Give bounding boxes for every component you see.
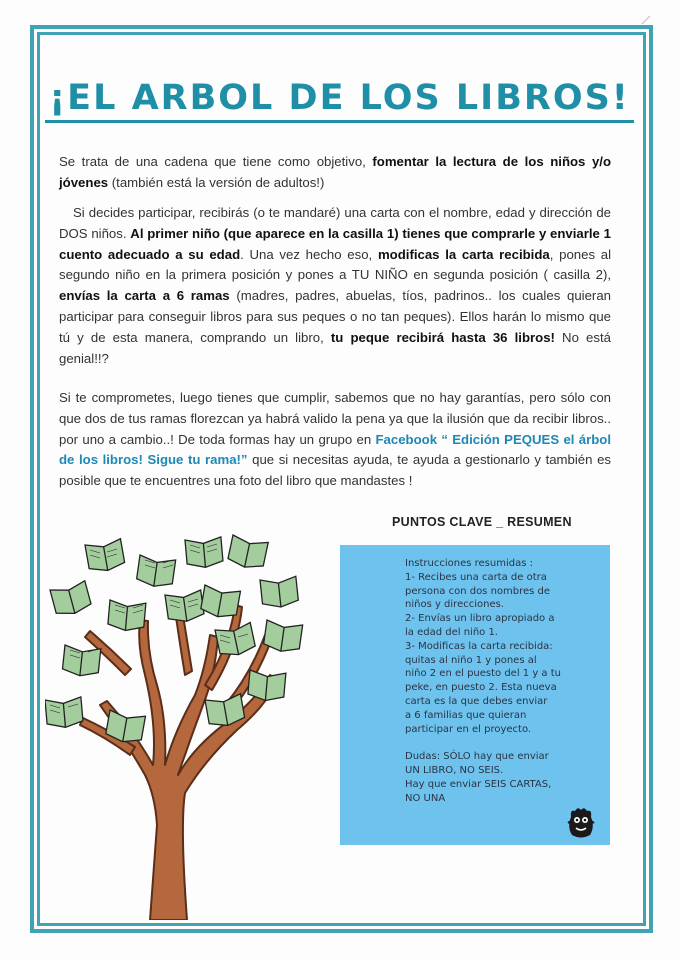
facebook-group-reference: Facebook “ Edición PEQUES el árbol de los libros! Sigue tu rama!” — [59, 431, 611, 468]
intro-paragraph: Se trata de una cadena que tiene como objetivo, fomentar la lectura de los niños y/o jóvenes (también está la versión de adultos!) — [59, 154, 611, 190]
summary-line: Instrucciones resumidas : — [405, 558, 533, 569]
scribble-mark — [640, 14, 652, 26]
page-title: ¡EL ARBOL DE LOS LIBROS! — [0, 78, 679, 118]
summary-line: 1- Recibes una carta de otra — [405, 571, 547, 583]
summary-line: persona con dos nombres de — [405, 585, 551, 597]
summary-line: NO UNA — [405, 792, 446, 804]
summary-line: la edad del niño 1. — [405, 626, 498, 638]
commitment-paragraph: Si te comprometes, luego tienes que cumplir, sabemos que no hay garantías, pero sólo con que dos de tus ramas florezcan ya habrá valido la pena ya que la ilusión que da recibir libros.. por uno a cambio..! De toda formas hay un grupo en Facebook “ Edición PEQUES el árbol de los libros! Sigue tu rama!” que si necesitas ayuda, te ayuda a gestionarlo y también es posible que te encuentres una foto del libro que mandastes ! — [59, 390, 611, 489]
book-tree-illustration — [45, 525, 315, 920]
monster-icon — [566, 805, 596, 841]
summary-line: carta es la que debes enviar — [405, 695, 548, 707]
summary-line: 3- Modificas la carta recibida: — [405, 640, 553, 652]
summary-text — [405, 557, 565, 805]
summary-line: UN LIBRO, NO SEIS. — [405, 764, 504, 776]
summary-line: Dudas: SÓLO hay que enviar — [405, 751, 549, 763]
summary-line — [405, 736, 565, 750]
summary-line: 2- Envías un libro apropiado a — [405, 613, 555, 625]
summary-heading: PUNTOS CLAVE _ RESUMEN — [392, 515, 572, 529]
summary-line: peke, en puesto 2. Esta nueva — [405, 682, 557, 694]
summary-line: niños y direcciones. — [405, 599, 504, 611]
summary-line: a 6 familias que quieran — [405, 709, 527, 721]
summary-line: niño 2 en el puesto del 1 y a tu — [405, 668, 561, 680]
summary-line: quitas al niño 1 y pones al — [405, 654, 537, 666]
instructions-paragraph: Si decides participar, recibirás (o te mandaré) una carta con el nombre, edad y dirección de DOS niños. Al primer niño (que aparece en la casilla 1) tienes que comprarle y enviarle 1 cuento adecuado a su edad. Una vez hecho eso, modificas la carta recibida, pones al segundo niño en la primera posición y pones a TU NIÑO en segunda posición ( casilla 2), envías la carta a 6 ramas (madres, padres, abuelas, tíos, padrinos.. los cuales quieran participar para conseguir libros para sus peques o no tan peques). Ellos harán lo mismo que tú y de esta manera, comprando un libro, tu peque recibirá hasta 36 libros! No está genial!!? — [59, 205, 612, 366]
summary-line: participar en el proyecto. — [405, 723, 532, 735]
summary-line: Hay que enviar SEIS CARTAS, — [405, 778, 552, 790]
